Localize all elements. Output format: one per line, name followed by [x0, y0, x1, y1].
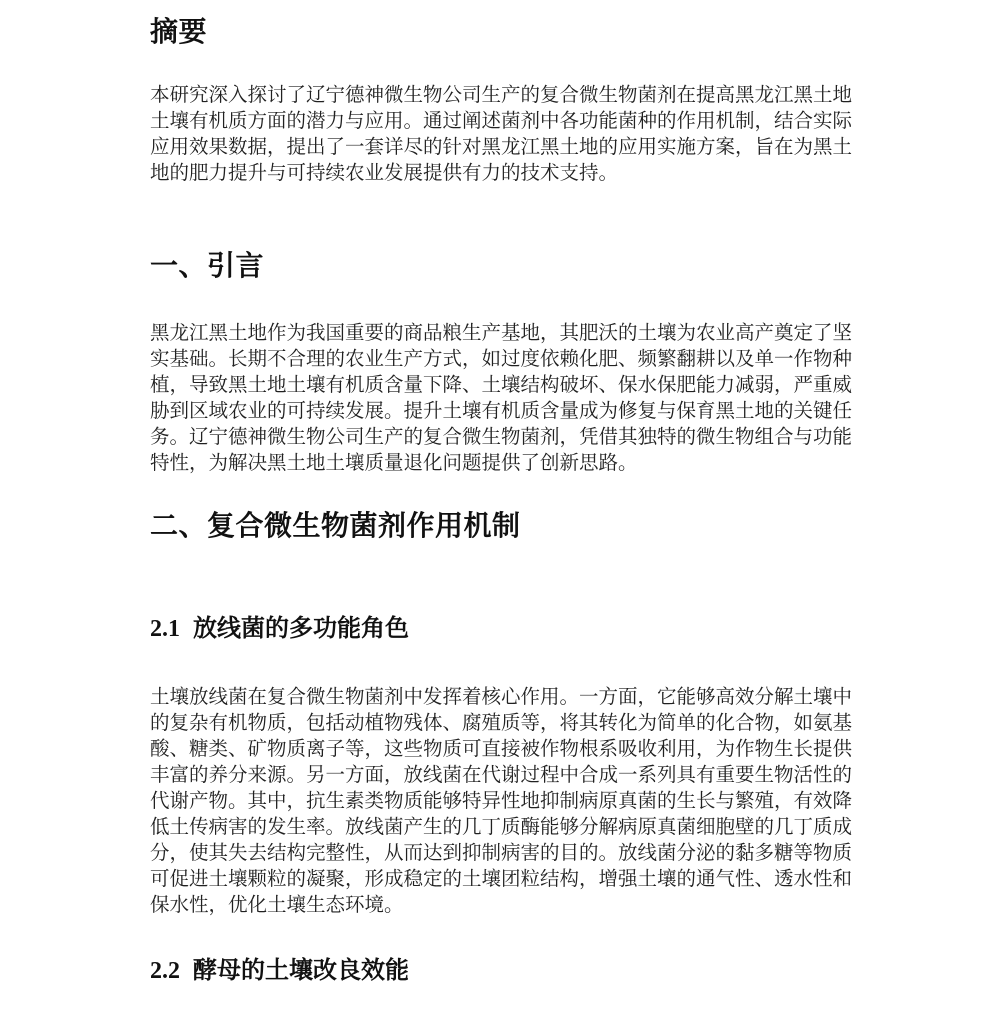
section-2-heading: 二、复合微生物菌剂作用机制: [150, 510, 521, 541]
abstract-heading: 摘要: [150, 16, 208, 47]
subsection-2-1-title: 放线菌的多功能角色: [193, 615, 409, 642]
subsection-2-2-number: 2.2: [150, 958, 180, 984]
subsection-2-1-paragraph: 土壤放线菌在复合微生物菌剂中发挥着核心作用。一方面，它能够高效分解土壤中的复杂有机物质，包括动植物残体、腐殖质等，将其转化为简单的化合物，如氨基酸、糖类、矿物质离子等，这些物质可直接被作物根系吸收利用，为作物生长提供丰富的养分来源。另一方面，放线菌在代谢过程中合成一系列具有重要生物活性的代谢产物。其中，抗生素类物质能够特异性地抑制病原真菌的生长与繁殖，有效降低土传病害的发生率。放线菌产生的几丁质酶能够分解病原真菌细胞壁的几丁质成分，使其失去结构完整性，从而达到抑制病害的目的。放线菌分泌的黏多糖等物质可促进土壤颗粒的凝聚，形成稳定的土壤团粒结构，增强土壤的通气性、透水性和保水性，优化土壤生态环境。: [150, 686, 853, 916]
subsection-2-1-number: 2.1: [150, 616, 180, 642]
section-1-heading: 一、引言: [150, 250, 265, 281]
abstract-paragraph: 本研究深入探讨了辽宁德神微生物公司生产的复合微生物菌剂在提高黑龙江黑土地土壤有机质方面的潜力与应用。通过阐述菌剂中各功能菌种的作用机制，结合实际应用效果数据，提出了一套详尽的针对黑龙江黑土地的应用实施方案，旨在为黑土地的肥力提升与可持续农业发展提供有力的技术支持。: [150, 84, 853, 184]
subsection-2-2-title: 酵母的土壤改良效能: [193, 957, 409, 984]
subsection-2-2-heading: [150, 956, 852, 986]
section-1-paragraph: 黑龙江黑土地作为我国重要的商品粮生产基地，其肥沃的土壤为农业高产奠定了坚实基础。长期不合理的农业生产方式，如过度依赖化肥、频繁翻耕以及单一作物种植，导致黑土地土壤有机质含量下降、土壤结构破坏、保水保肥能力减弱，严重威胁到区域农业的可持续发展。提升土壤有机质含量成为修复与保育黑土地的关键任务。辽宁德神微生物公司生产的复合微生物菌剂，凭借其独特的微生物组合与功能特性，为解决黑土地土壤质量退化问题提供了创新思路。: [150, 322, 853, 474]
subsection-2-1-heading: [150, 614, 852, 644]
